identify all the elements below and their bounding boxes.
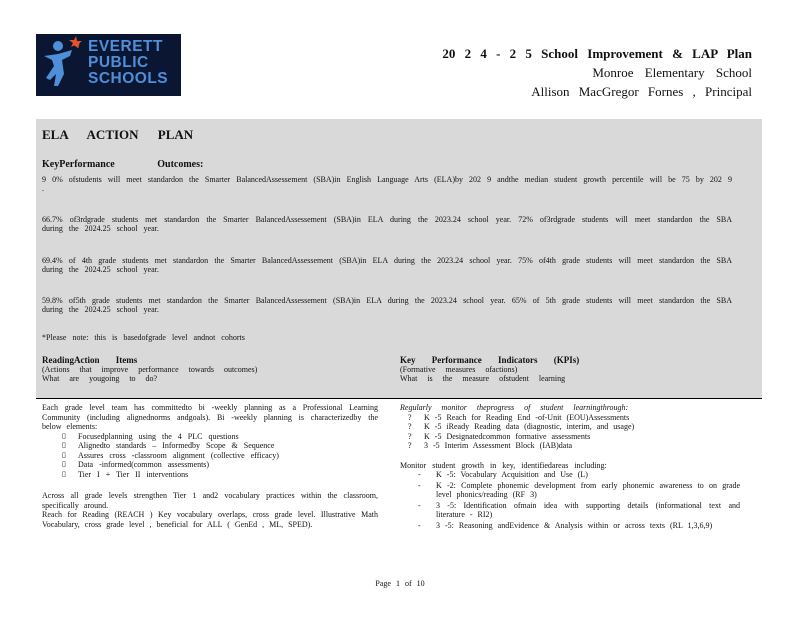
list-item: ▯ Data -informed(common assessments) [62, 460, 378, 470]
school-name: Monroe Elementary School [592, 65, 752, 80]
outcome-paragraph: 69.4% of 4th grade students met standardon the Smarter BalancedAssessement (SBA)in ELA during the 2023.24 school year. 75% of4th grade students will meet standardon the SBA during the 2024.25 school year. [42, 256, 732, 274]
growth-areas-list [400, 470, 740, 530]
monitor-intro: Regularly monitor theprogress of student learningthrough: [400, 403, 629, 412]
logo-line-2: PUBLIC [88, 54, 149, 71]
outcome-paragraph: 66.7% of3rdgrade students met standardon the Smarter BalancedAssessement (SBA)in ELA during the 2023.24 school year. 72% of3rdgrade students will meet standardon the SBA during the 2024.25 school year. [42, 215, 732, 233]
list-item: ? K -5 iReady Reading data (diagnostic, interim, and usage) [408, 422, 740, 432]
kpi-sub1: (Formative measures ofactions) [400, 365, 518, 374]
logo-line-3: SCHOOLS [88, 70, 169, 87]
list-item: ▯ Focusedplanning using the 4 PLC questions [62, 432, 378, 442]
reading-action-items-heading [42, 356, 257, 383]
outcome-paragraph: 59.8% of5th grade students met standardon the Smarter BalancedAssessement (SBA)in ELA during the 2023.24 school year. 65% of 5th grade students will meet standardon the SBA during the 2024.25 school year. [42, 296, 732, 314]
list-item: - K -5: Vocabulary Acquisition and Use (L) [418, 470, 740, 480]
list-item: ▯ Alignedto standards – Informedby Scope & Sequence [62, 441, 378, 451]
planning-intro: Each grade level team has committedto bi -weekly planning as a Professional Learning Community (including alignednorms andgoals). Bi -weekly planning is characterizedby the below elements: [42, 403, 378, 431]
kpi-heading [400, 356, 579, 383]
kpi-sub2: What is the measure ofstudent learning [400, 374, 566, 383]
list-item: ▯ Tier I + Tier II interventions [62, 470, 378, 480]
list-item: - K -2: Complete phonemic development from early phonemic awareness to on grade level phonics/reading (RF 3) [418, 481, 740, 500]
outcome-note: *Please note: this is basedofgrade level andnot cohorts [42, 333, 245, 342]
section-divider [36, 398, 762, 399]
kpi-column [400, 403, 740, 531]
reading-action-items-column [42, 403, 378, 529]
reach-paragraph: Reach for Reading (REACH ) Key vocabulary overlaps, cross grade level. Illustrative Math Vocabulary, cross grade level , beneficial for ALL ( GenEd , ML, SPED). [42, 510, 378, 529]
reading-action-items-title: ReadingAction Items [42, 355, 138, 365]
planning-elements-list [42, 432, 378, 480]
ela-action-plan-title: ELA ACTION PLAN [42, 127, 194, 142]
reading-action-items-sub1: (Actions that improve performance towards outcomes) [42, 365, 258, 374]
logo-wordmark [88, 39, 168, 87]
kpi-title: Key Performance Indicators (KPIs) [400, 355, 580, 365]
outcome-paragraph: 9 0% ofstudents will meet standardon the Smarter BalancedAssessement (SBA)in English Language Arts (ELA)by 202 9 andthe median student growth percentile will be 75 by 202 9 . [42, 175, 732, 193]
vocabulary-paragraph: Across all grade levels strengthen Tier 1 and2 vocabulary practices within the classroom, specifically around. [42, 491, 378, 510]
reading-action-items-sub2: What are yougoing to do? [42, 374, 158, 383]
list-item: ? K -5 Designatedcommon formative assessments [408, 432, 740, 442]
principal-name: Allison MacGregor Fornes , Principal [531, 84, 752, 99]
list-item: ? 3 -5 Interim Assessment Block (IAB)data [408, 441, 740, 451]
page-number: Page 1 of 10 [375, 579, 425, 588]
list-item: - 3 -5: Identification ofmain idea with supporting details (informational text and literature - RI2) [418, 501, 740, 520]
document-title: 20 2 4 - 2 5 School Improvement & LAP Plan [442, 46, 752, 61]
logo-line-1: EVERETT [88, 38, 163, 55]
action-plan-panel [36, 119, 762, 398]
assessment-list [400, 413, 740, 451]
list-item: - 3 -5: Reasoning andEvidence & Analysis within or across texts (RL 1,3,6,9) [418, 521, 740, 531]
monitor-growth: Monitor student growth in key, identifiedareas including: [400, 460, 607, 470]
key-performance-outcomes-label: KeyPerformance Outcomes: [42, 159, 204, 170]
list-item: ▯ Assures cross -classroom alignment (collective efficacy) [62, 451, 378, 461]
everett-logo [36, 34, 181, 96]
list-item: ? K -5 Reach for Reading End -of-Unit (EOU)Assessments [408, 413, 740, 423]
